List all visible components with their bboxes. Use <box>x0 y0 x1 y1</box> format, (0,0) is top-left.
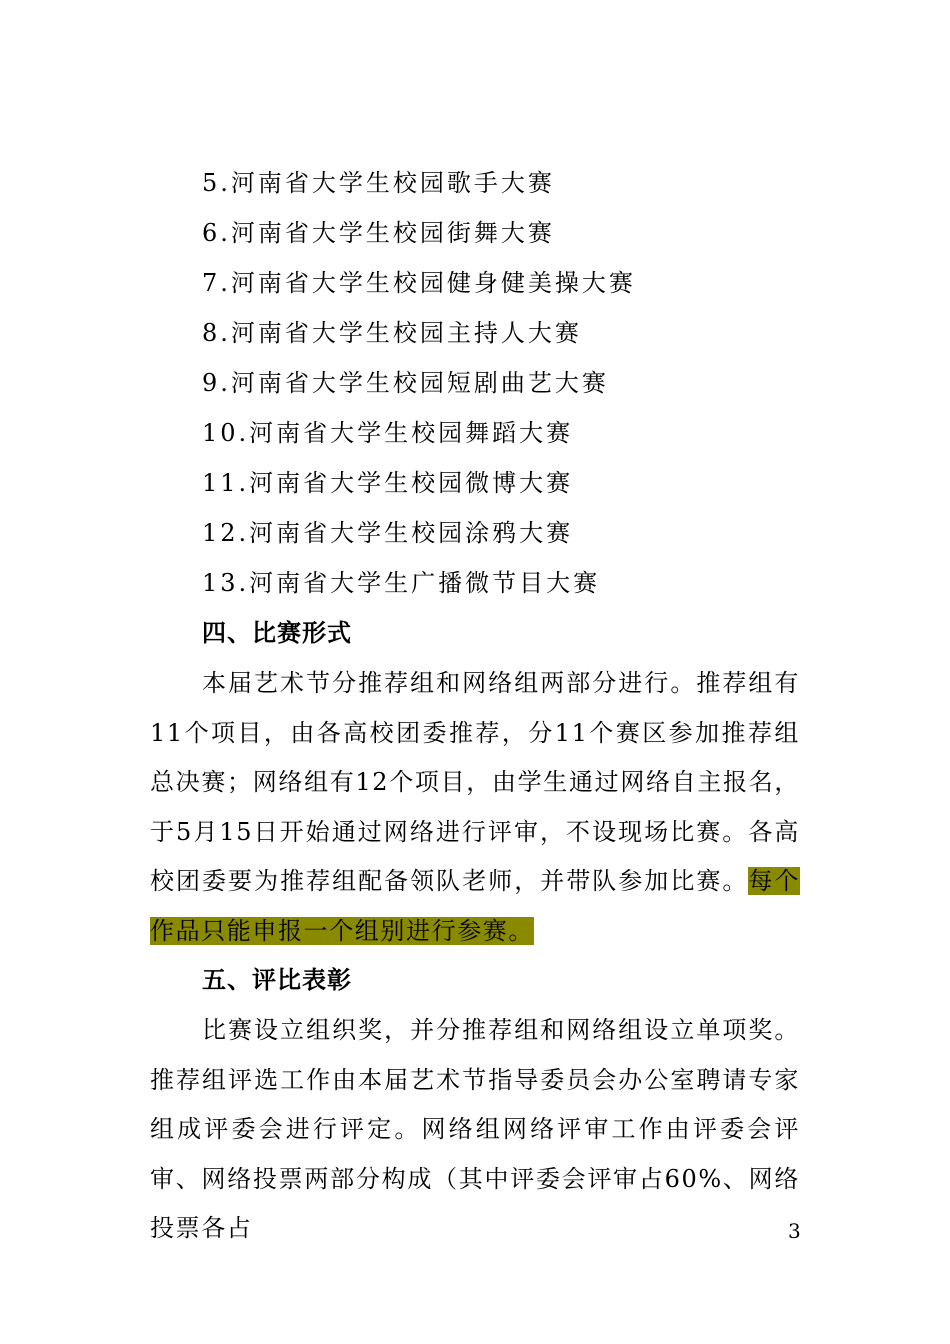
highlighted-text: 每个作品只能申报一个组别进行参赛。 <box>150 867 800 945</box>
list-item: 11.河南省大学生校园微博大赛 <box>202 469 574 497</box>
list-item: 7.河南省大学生校园健身健美操大赛 <box>202 269 636 297</box>
list-item: 8.河南省大学生校园主持人大赛 <box>202 319 582 347</box>
paragraph-competition-format <box>150 659 800 956</box>
section-heading-awards: 五、评比表彰 <box>202 966 352 994</box>
paragraph-awards <box>150 1006 800 1254</box>
list-item: 9.河南省大学生校园短剧曲艺大赛 <box>202 369 609 397</box>
paragraph-text: 比赛设立组织奖，并分推荐组和网络组设立单项奖。推荐组评选工作由本届艺术节指导委员会办公室聘请专家组成评委会进行评定。网络组网络评审工作由评委会评审、网络投票两部分构成（其中评委会评审占60%、网络投票各占 <box>150 1016 800 1242</box>
competition-list <box>202 163 636 613</box>
section-heading-competition-format: 四、比赛形式 <box>202 619 352 647</box>
list-item: 12.河南省大学生校园涂鸦大赛 <box>202 519 574 547</box>
list-item: 13.河南省大学生广播微节目大赛 <box>202 569 601 597</box>
list-item: 10.河南省大学生校园舞蹈大赛 <box>202 419 574 447</box>
paragraph-text: 本届艺术节分推荐组和网络组两部分进行。推荐组有11个项目，由各高校团委推荐，分11个赛区参加推荐组总决赛；网络组有12个项目，由学生通过网络自主报名，于5月15日开始通过网络进行评审，不设现场比赛。各高校团委要为推荐组配备领队老师，并带队参加比赛。 <box>150 669 800 895</box>
list-item: 5.河南省大学生校园歌手大赛 <box>202 169 555 197</box>
list-item: 6.河南省大学生校园街舞大赛 <box>202 219 555 247</box>
page-number: 3 <box>788 1219 801 1243</box>
